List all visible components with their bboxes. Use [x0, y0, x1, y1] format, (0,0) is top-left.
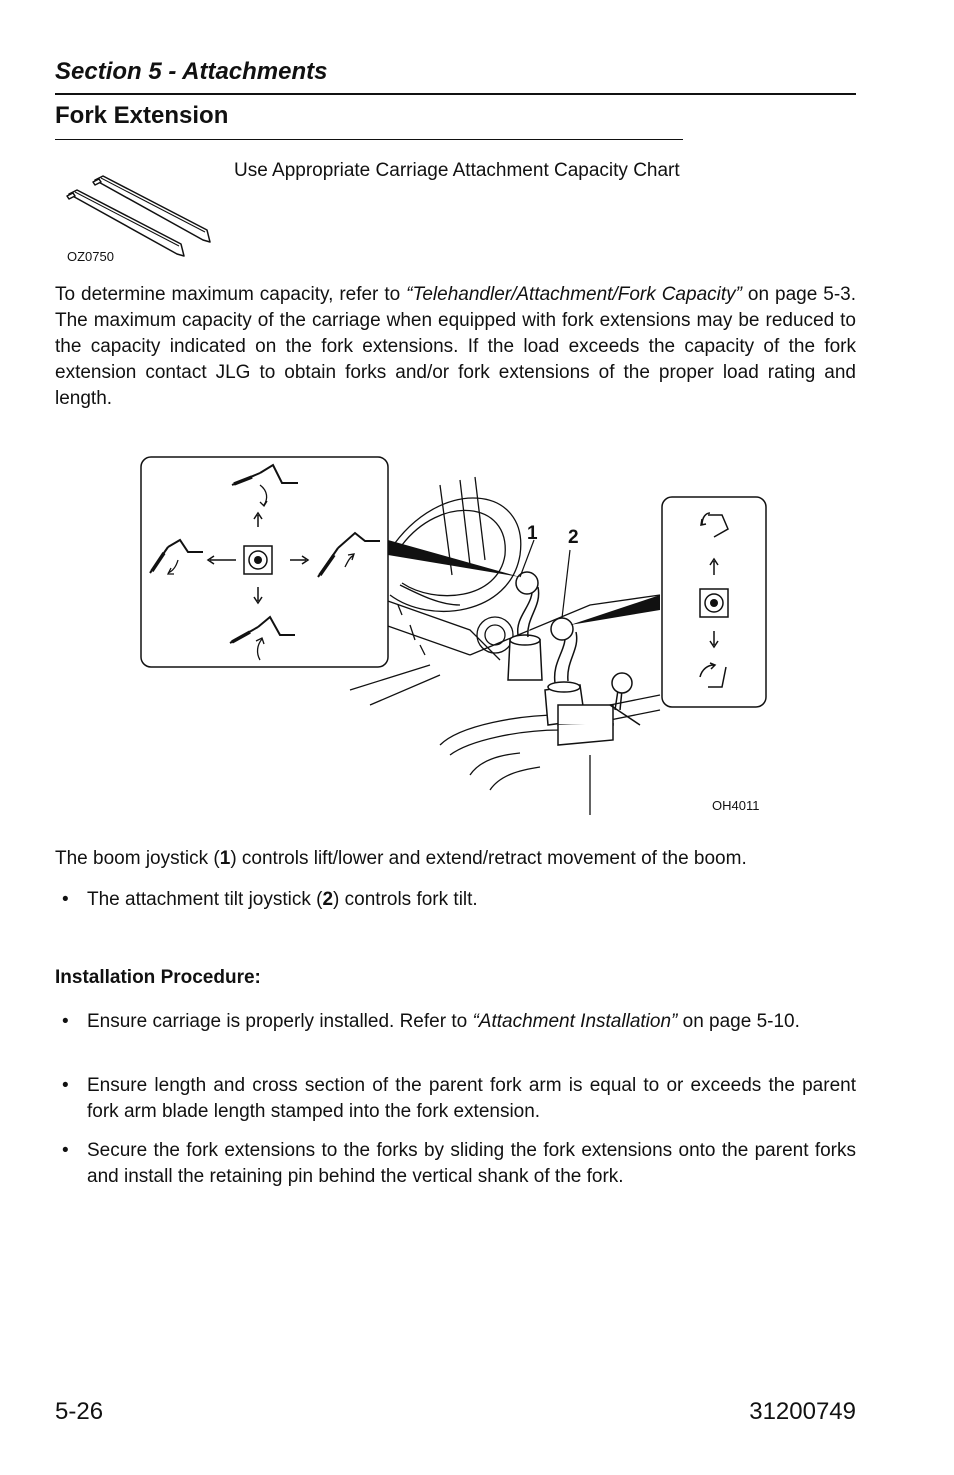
callout-1: 1	[527, 523, 538, 544]
bullet-text	[87, 887, 856, 913]
tilt-num: 2	[322, 889, 334, 910]
paragraph-capacity	[55, 282, 856, 412]
boom-joystick-icon	[244, 546, 272, 574]
figure-code-oz0750: OZ0750	[67, 249, 114, 264]
bullet-dot: •	[62, 1075, 69, 1096]
bullet-text: Secure the fork extensions to the forks by sliding the fork extensions onto the parent forks and install the retaining pin behind the vertical shank of the fork.	[87, 1140, 856, 1187]
paragraph-boom-joystick	[55, 846, 856, 872]
figure-code-oh4011: OH4011	[712, 798, 760, 813]
page-title: Fork Extension	[55, 102, 229, 129]
para1-suffix: on page 5-3. The maximum capacity of the carriage when equipped with fork extensions may be reduced to the capacity indicated on the fork extensions. If the load exceeds the capacity of the fork extension contact JLG to obtain forks and/or fork extensions of the proper load rating and length.	[55, 284, 856, 409]
tilt-joystick-icon	[700, 589, 728, 617]
tilt-suffix: ) controls fork tilt.	[333, 889, 478, 910]
bullet-dot: •	[62, 1140, 69, 1161]
para1-prefix: To determine maximum capacity, refer to	[55, 284, 407, 305]
installation-heading: Installation Procedure:	[55, 967, 261, 988]
document-number: 31200749	[749, 1398, 856, 1425]
capacity-reference-link[interactable]: “Telehandler/Attachment/Fork Capacity”	[406, 284, 742, 305]
tilt-prefix: The attachment tilt joystick (	[87, 889, 323, 910]
cab-joystick-controls-illustration	[140, 455, 770, 820]
page-number: 5-26	[55, 1398, 104, 1425]
callout-2: 2	[568, 527, 579, 548]
bullet-dot: •	[62, 1011, 69, 1032]
title-rule	[55, 139, 683, 140]
attachment-installation-link[interactable]: “Attachment Installation”	[472, 1011, 678, 1032]
header-rule	[55, 93, 856, 95]
bullet-text	[87, 1009, 856, 1035]
para2-suffix: ) controls lift/lower and extend/retract movement of the boom.	[230, 848, 747, 869]
b1-prefix: Ensure carriage is properly installed. Refer to	[87, 1011, 473, 1032]
b1-suffix: on page 5-10.	[677, 1011, 800, 1032]
para2-num: 1	[219, 848, 231, 869]
fork-extensions-illustration	[55, 168, 225, 268]
section-header: Section 5 - Attachments	[55, 58, 328, 85]
bullet-dot: •	[62, 889, 69, 910]
bullet-text: Ensure length and cross section of the parent fork arm is equal to or exceeds the parent fork arm blade length stamped into the fork extension.	[87, 1075, 856, 1122]
capacity-chart-note: Use Appropriate Carriage Attachment Capacity Chart	[234, 160, 680, 181]
para2-prefix: The boom joystick (	[55, 848, 220, 869]
